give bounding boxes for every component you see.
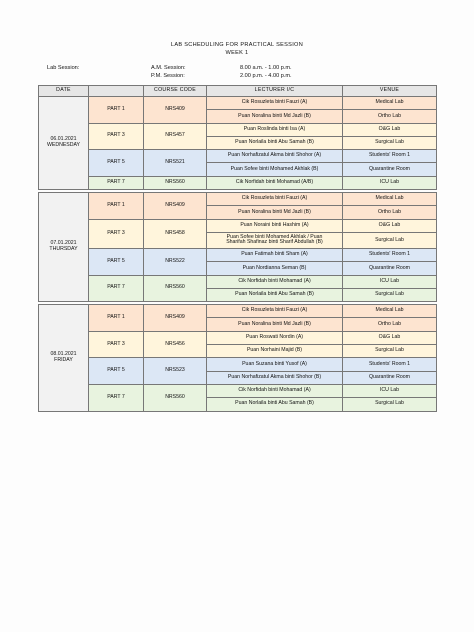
lecturer-name: Cik Norfidah binti Mohamad (A) bbox=[238, 387, 311, 394]
date-text: 06.01.2021 bbox=[50, 136, 77, 143]
lecturer-cell bbox=[207, 97, 343, 110]
lecturer-name: Puan Roslinda binti Isa (A) bbox=[243, 125, 306, 132]
table-row bbox=[39, 275, 437, 288]
lecturer-cell bbox=[207, 398, 343, 411]
part-cell: PART 1 bbox=[89, 97, 144, 124]
lecturer-cell bbox=[207, 358, 343, 371]
part-cell: PART 3 bbox=[89, 123, 144, 150]
table-row bbox=[39, 384, 437, 397]
part-cell: PART 5 bbox=[89, 150, 144, 177]
lecturer-name: Puan Noralina binti Md Jazli (B) bbox=[238, 320, 311, 327]
course-code-cell: NRS409 bbox=[144, 305, 207, 332]
venue-cell: Quarantine Room bbox=[343, 371, 437, 384]
table-row bbox=[39, 193, 437, 206]
lecturer-name: Puan Noralina binti Md Jazli (B) bbox=[238, 208, 311, 215]
lecturer-name: Puan Nordianna Seman (B) bbox=[242, 264, 307, 271]
date-text: 07.01.2021 bbox=[50, 240, 77, 247]
course-code-cell: NRS521 bbox=[144, 150, 207, 177]
schedule-body bbox=[39, 97, 437, 412]
venue-cell: O&G Lab bbox=[343, 219, 437, 232]
column-header-part bbox=[89, 86, 144, 97]
part-cell: PART 3 bbox=[89, 331, 144, 358]
course-code-cell: NRS560 bbox=[144, 275, 207, 302]
lecturer-name: Puan Noraini binti Hashim (A) bbox=[240, 221, 309, 228]
venue-cell: Students' Room 1 bbox=[343, 248, 437, 261]
lecturer-cell bbox=[207, 110, 343, 123]
course-code-cell: NRS457 bbox=[144, 123, 207, 150]
lecturer-name: Cik Rosuzleta binti Fauzi (A) bbox=[241, 307, 308, 314]
course-code-cell: NRS409 bbox=[144, 193, 207, 220]
lecturer-cell bbox=[207, 331, 343, 344]
lecturer-cell bbox=[207, 288, 343, 301]
lecturer-name: Puan Norlaila binti Abu Samah (B) bbox=[235, 400, 314, 407]
venue-cell: Ortho Lab bbox=[343, 318, 437, 331]
venue-cell: Medical Lab bbox=[343, 305, 437, 318]
lecturer-cell bbox=[207, 163, 343, 176]
course-code-cell: NRS458 bbox=[144, 219, 207, 248]
venue-cell: ICU Lab bbox=[343, 176, 437, 189]
table-row bbox=[39, 150, 437, 163]
document-title: LAB SCHEDULING FOR PRACTICAL SESSION bbox=[170, 42, 304, 48]
lecturer-cell bbox=[207, 371, 343, 384]
course-code-cell: NRS522 bbox=[144, 248, 207, 275]
date-cell bbox=[39, 97, 89, 190]
table-row bbox=[39, 248, 437, 261]
column-header-course-code: COURSE CODE bbox=[144, 86, 207, 97]
venue-cell: Ortho Lab bbox=[343, 110, 437, 123]
lecturer-name: Puan Fatimah binti Sham (A) bbox=[241, 251, 308, 258]
am-session-label: A.M. Session: bbox=[151, 65, 186, 71]
document-subtitle: WEEK 1 bbox=[225, 50, 249, 56]
lecturer-name: Puan Noralina binti Md Jazli (B) bbox=[238, 112, 311, 119]
part-cell: PART 3 bbox=[89, 219, 144, 248]
lecturer-name: Puan Norlaila binti Abu Samah (B) bbox=[235, 139, 314, 146]
pm-session-time: 2.00 p.m. - 4.00 p.m. bbox=[240, 73, 292, 79]
lecturer-name: Puan Roswati Nordin (A) bbox=[245, 334, 304, 340]
course-code-cell: NRS409 bbox=[144, 97, 207, 124]
table-row bbox=[39, 358, 437, 371]
lecturer-name: Cik Rosuzleta binti Fauzi (A) bbox=[241, 195, 308, 202]
venue-cell: ICU Lab bbox=[343, 275, 437, 288]
am-session-time: 8.00 a.m. - 1.00 p.m. bbox=[240, 65, 292, 71]
lecturer-cell bbox=[207, 219, 343, 232]
table-row bbox=[39, 331, 437, 344]
table-row bbox=[39, 176, 437, 189]
lecturer-cell bbox=[207, 176, 343, 189]
part-cell: PART 1 bbox=[89, 193, 144, 220]
table-row bbox=[39, 97, 437, 110]
weekday-text: WEDNESDAY bbox=[46, 142, 81, 149]
part-cell: PART 1 bbox=[89, 305, 144, 332]
part-cell: PART 5 bbox=[89, 358, 144, 385]
lecturer-cell bbox=[207, 123, 343, 136]
table-row bbox=[39, 219, 437, 232]
venue-cell: Surgical Lab bbox=[343, 136, 437, 149]
lecturer-cell bbox=[207, 193, 343, 206]
part-cell: PART 7 bbox=[89, 176, 144, 189]
lecturer-cell bbox=[207, 248, 343, 261]
venue-cell: O&G Lab bbox=[343, 331, 437, 344]
part-cell: PART 5 bbox=[89, 248, 144, 275]
lecturer-name: Puan Sofee binti Mohamed Akhlak (B) bbox=[230, 165, 319, 172]
course-code-cell: NRS560 bbox=[144, 176, 207, 189]
lecturer-name: Cik Norfidah binti Mohamad (A/B) bbox=[235, 179, 314, 186]
lecturer-name: Puan Norlaila binti Abu Samah (B) bbox=[235, 291, 314, 298]
lecturer-cell bbox=[207, 384, 343, 397]
lecturer-cell bbox=[207, 150, 343, 163]
lecturer-name: Puan Norhaini Majid (B) bbox=[246, 347, 303, 354]
course-code-cell: NRS560 bbox=[144, 384, 207, 411]
table-row bbox=[39, 305, 437, 318]
weekday-text: FRIDAY bbox=[54, 356, 73, 363]
lecturer-cell bbox=[207, 318, 343, 331]
lecturer-name: Puan Norhafizatul Akma binti Shohor (A) bbox=[227, 152, 322, 159]
lecturer-cell bbox=[207, 345, 343, 358]
date-cell bbox=[39, 305, 89, 411]
weekday-text: THURSDAY bbox=[49, 246, 78, 253]
lecturer-name: Puan Sofee binti Mohamed Akhlak / Puan bbox=[226, 233, 323, 240]
venue-cell: Ortho Lab bbox=[343, 206, 437, 219]
date-text: 08.01.2021 bbox=[50, 351, 77, 358]
lecturer-cell bbox=[207, 305, 343, 318]
table-header-row bbox=[39, 86, 437, 97]
lab-session-label: Lab Session: bbox=[47, 65, 80, 71]
lecturer-name-line2: Sharifah Shafinaz binti Sharif Abdullah (B) bbox=[226, 239, 323, 246]
column-header-date: DATE bbox=[39, 86, 89, 97]
venue-cell: Students' Room 1 bbox=[343, 150, 437, 163]
course-code-cell: NRS456 bbox=[144, 331, 207, 358]
venue-cell: ICU Lab bbox=[343, 384, 437, 397]
lecturer-cell bbox=[207, 206, 343, 219]
lecturer-name: Puan Suzana binti Yusof (A) bbox=[242, 360, 307, 367]
venue-cell: Students' Room 1 bbox=[343, 358, 437, 371]
venue-cell: Medical Lab bbox=[343, 193, 437, 206]
lecturer-cell bbox=[207, 275, 343, 288]
lecturer-cell bbox=[207, 136, 343, 149]
venue-cell: Surgical Lab bbox=[343, 345, 437, 358]
column-header-venue: VENUE bbox=[343, 86, 437, 97]
lecturer-name: Puan Norhafizatul Akma binti Shohor (B) bbox=[227, 373, 322, 380]
venue-cell: Quarantine Room bbox=[343, 163, 437, 176]
pm-session-label: P.M. Session: bbox=[151, 73, 185, 79]
venue-cell: Surgical Lab bbox=[343, 398, 437, 411]
column-header-lecturer: LECTURER I/C bbox=[207, 86, 343, 97]
venue-cell: Quarantine Room bbox=[343, 262, 437, 275]
schedule-table bbox=[38, 85, 437, 412]
lecturer-name: Cik Rosuzleta binti Fauzi (A) bbox=[241, 99, 308, 106]
date-cell bbox=[39, 193, 89, 302]
venue-cell: O&G Lab bbox=[343, 123, 437, 136]
course-code-cell: NRS523 bbox=[144, 358, 207, 385]
lecturer-cell bbox=[207, 232, 343, 248]
part-cell: PART 7 bbox=[89, 275, 144, 302]
venue-cell: Medical Lab bbox=[343, 97, 437, 110]
venue-cell: Surgical Lab bbox=[343, 288, 437, 301]
table-row bbox=[39, 123, 437, 136]
venue-cell: Surgical Lab bbox=[343, 232, 437, 248]
part-cell: PART 7 bbox=[89, 384, 144, 411]
lecturer-cell bbox=[207, 262, 343, 275]
lecturer-name: Cik Norfidah binti Mohamad (A) bbox=[238, 277, 311, 284]
